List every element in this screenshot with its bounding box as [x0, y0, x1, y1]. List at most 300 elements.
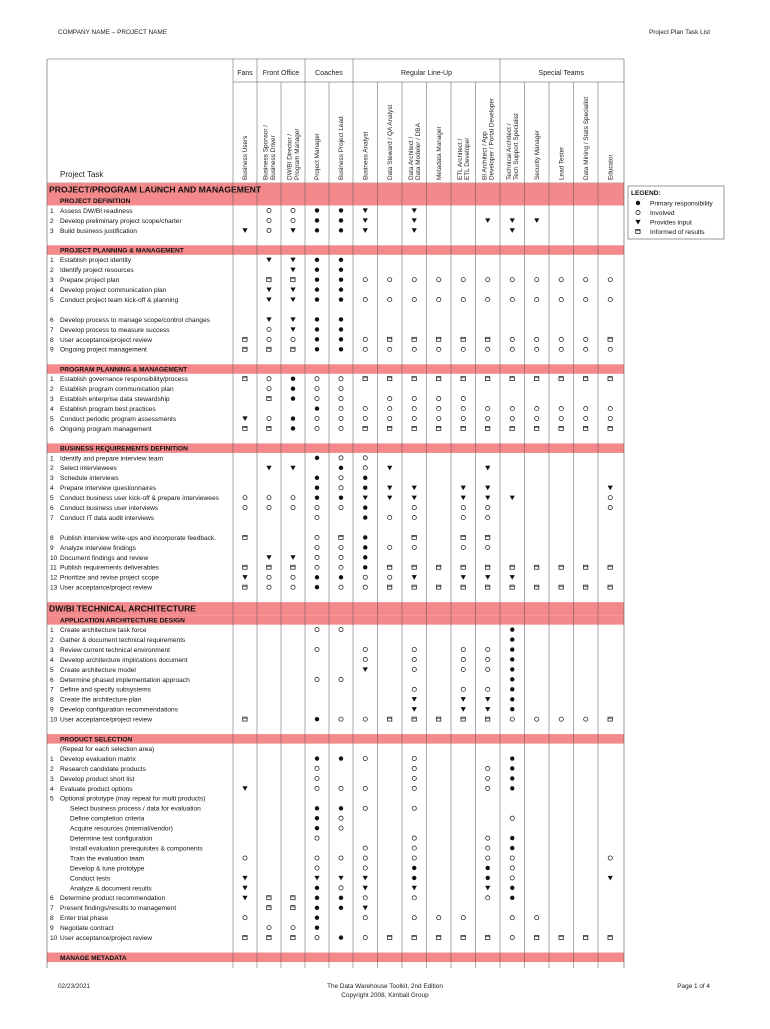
task-number: 3: [50, 646, 54, 654]
involved-mark: [339, 476, 343, 480]
provides-input-mark: [363, 228, 368, 233]
primary-responsibility-mark: [291, 386, 295, 390]
task-number: 1: [50, 257, 54, 265]
involved-mark: [339, 816, 343, 820]
involved-mark: [315, 545, 319, 549]
involved-mark: [535, 416, 539, 420]
informed-mark: [534, 585, 538, 589]
subsection-title: BUSINESS REQUIREMENTS DEFINITION: [60, 445, 188, 453]
involved-mark: [486, 846, 490, 850]
primary-responsibility-mark: [315, 896, 319, 900]
involved-mark: [608, 406, 612, 410]
primary-responsibility-mark: [339, 466, 343, 470]
task-label: Document findings and review: [60, 554, 149, 562]
provides-input-mark: [412, 218, 417, 223]
informed-mark: [291, 278, 295, 282]
role-header-label: Business Sponsor /: [262, 124, 270, 180]
task-number: 7: [50, 326, 54, 334]
involved-mark: [437, 347, 441, 351]
task-label: Conduct IT data audit interviews: [60, 514, 155, 522]
involved-mark: [339, 397, 343, 401]
involved-mark: [339, 426, 343, 430]
involved-mark: [412, 406, 416, 410]
provides-input-mark: [461, 707, 466, 712]
involved-mark: [510, 337, 514, 341]
involved-mark: [267, 926, 271, 930]
provides-input-mark: [363, 218, 368, 223]
involved-mark: [559, 717, 563, 721]
involved-mark: [584, 347, 588, 351]
provides-input-mark: [242, 575, 247, 580]
informed-mark: [412, 565, 416, 569]
primary-responsibility-mark: [510, 707, 514, 711]
involved-mark: [363, 896, 367, 900]
involved-mark: [291, 208, 295, 212]
involved-mark: [267, 337, 271, 341]
task-number: 10: [50, 554, 58, 562]
involved-mark: [412, 506, 416, 510]
informed-mark: [608, 936, 612, 940]
role-header-label: Project Manager: [314, 133, 322, 180]
involved-mark: [363, 806, 367, 810]
involved-mark: [510, 916, 514, 920]
involved-mark: [339, 545, 343, 549]
informed-mark: [608, 717, 612, 721]
provides-input-mark: [363, 667, 368, 672]
involved-mark: [510, 856, 514, 860]
involved-mark: [608, 278, 612, 282]
provides-input-mark: [266, 317, 271, 322]
involved-mark: [486, 297, 490, 301]
task-label: Select business process / data for evaluation: [70, 805, 201, 813]
legend-item-label: Involved: [650, 209, 675, 217]
informed-mark: [412, 426, 416, 430]
task-number: 10: [50, 935, 58, 943]
task-label: Establish enterprise data stewardship: [60, 396, 170, 404]
involved-mark: [363, 406, 367, 410]
involved-mark: [486, 776, 490, 780]
task-label: Schedule interviews: [60, 475, 119, 483]
primary-responsibility-mark: [339, 906, 343, 910]
task-label: Present findings/results to management: [60, 905, 177, 913]
involved-mark: [510, 416, 514, 420]
informed-mark: [559, 936, 563, 940]
informed-mark: [412, 377, 416, 381]
primary-responsibility-mark: [486, 876, 490, 880]
involved-mark: [339, 387, 343, 391]
provides-input-mark: [363, 876, 368, 881]
involved-mark: [363, 575, 367, 579]
informed-mark: [461, 377, 465, 381]
provides-input-mark: [290, 258, 295, 263]
task-label: Establish program best practices: [60, 405, 156, 413]
involved-mark: [363, 647, 367, 651]
involved-mark: [486, 545, 490, 549]
informed-mark: [461, 535, 465, 539]
task-label: Establish project identity: [60, 257, 132, 265]
involved-mark: [291, 506, 295, 510]
involved-mark: [388, 278, 392, 282]
informed-mark: [461, 565, 465, 569]
involved-mark: [339, 555, 343, 559]
involved-mark: [584, 278, 588, 282]
role-header-label: ETL Architect /: [456, 138, 464, 180]
task-number: 9: [50, 925, 54, 933]
primary-responsibility-mark: [315, 327, 319, 331]
involved-mark: [486, 506, 490, 510]
involved-mark: [363, 337, 367, 341]
informed-mark: [267, 906, 271, 910]
task-label: Assess DW/BI readiness: [60, 207, 133, 215]
involved-mark: [412, 297, 416, 301]
involved-mark: [363, 466, 367, 470]
primary-responsibility-mark: [315, 347, 319, 351]
involved-mark: [486, 406, 490, 410]
informed-mark: [267, 397, 271, 401]
provides-input-mark: [363, 496, 368, 501]
involved-mark: [412, 545, 416, 549]
task-number: 2: [50, 217, 54, 225]
informed-mark: [243, 426, 247, 430]
involved-mark: [267, 377, 271, 381]
provides-input-mark: [314, 876, 319, 881]
primary-responsibility-mark: [315, 886, 319, 890]
provides-input-mark: [485, 697, 490, 702]
involved-mark: [608, 506, 612, 510]
header-right: Project Plan Task List: [649, 29, 710, 36]
footer-source: The Data Warehouse Toolkit, 2nd Edition: [327, 983, 443, 990]
involved-mark: [339, 585, 343, 589]
informed-mark: [608, 585, 612, 589]
task-number: 2: [50, 765, 54, 773]
involved-mark: [291, 337, 295, 341]
involved-mark: [339, 377, 343, 381]
task-label: Define completion criteria: [70, 815, 145, 823]
box-icon: [636, 229, 640, 233]
involved-mark: [535, 347, 539, 351]
involved-mark: [535, 717, 539, 721]
provides-input-mark: [290, 288, 295, 293]
informed-mark: [608, 426, 612, 430]
informed-mark: [291, 936, 295, 940]
primary-responsibility-mark: [315, 208, 319, 212]
task-number: 6: [50, 425, 54, 433]
involved-mark: [559, 297, 563, 301]
legend: [628, 186, 724, 239]
involved-mark: [291, 585, 295, 589]
involved-mark: [461, 297, 465, 301]
task-label: Establish program communication plan: [60, 386, 174, 394]
task-label: User acceptance/project review: [60, 336, 152, 344]
informed-mark: [291, 347, 295, 351]
involved-mark: [486, 836, 490, 840]
task-number: 3: [50, 227, 54, 235]
involved-mark: [315, 766, 319, 770]
involved-mark: [486, 278, 490, 282]
informed-mark: [291, 896, 295, 900]
involved-mark: [510, 347, 514, 351]
involved-mark: [363, 756, 367, 760]
primary-responsibility-mark: [315, 816, 319, 820]
involved-mark: [339, 717, 343, 721]
informed-mark: [485, 565, 489, 569]
informed-mark: [243, 717, 247, 721]
primary-responsibility-mark: [510, 836, 514, 840]
primary-responsibility-mark: [315, 228, 319, 232]
informed-mark: [583, 377, 587, 381]
informed-mark: [559, 585, 563, 589]
task-label: Prepare interview questionnaires: [60, 485, 157, 493]
provides-input-mark: [266, 258, 271, 263]
informed-mark: [534, 377, 538, 381]
task-label: Develop process to manage scope/control changes: [60, 316, 210, 324]
informed-mark: [387, 337, 391, 341]
involved-mark: [315, 426, 319, 430]
provides-input-mark: [412, 496, 417, 501]
involved-mark: [510, 936, 514, 940]
provides-input-mark: [510, 228, 515, 233]
informed-mark: [559, 377, 563, 381]
involved-mark: [267, 387, 271, 391]
task-number: 13: [50, 584, 58, 592]
task-number: 8: [50, 336, 54, 344]
involved-mark: [243, 506, 247, 510]
primary-responsibility-mark: [339, 337, 343, 341]
footer-page: Page 1 of 4: [677, 983, 710, 990]
primary-responsibility-mark: [315, 756, 319, 760]
provides-input-mark: [510, 575, 515, 580]
informed-mark: [387, 426, 391, 430]
involved-mark: [363, 717, 367, 721]
provides-input-mark: [266, 466, 271, 471]
involved-mark: [608, 416, 612, 420]
task-number: 3: [50, 775, 54, 783]
primary-responsibility-mark: [363, 565, 367, 569]
subsection-title: PRODUCT SELECTION: [60, 736, 133, 744]
involved-mark: [291, 575, 295, 579]
role-header-label: Business Driver: [269, 135, 277, 180]
role-header-label: Data Modeler / DBA: [415, 123, 423, 180]
task-label: Define and specify subsystems: [60, 686, 151, 694]
provides-input-mark: [510, 496, 515, 501]
column-group-label: Coaches: [315, 70, 343, 77]
involved-mark: [535, 297, 539, 301]
involved-mark: [291, 218, 295, 222]
involved-mark: [461, 406, 465, 410]
primary-responsibility-mark: [339, 756, 343, 760]
provides-input-mark: [290, 555, 295, 560]
involved-mark: [486, 657, 490, 661]
task-label: Create the architecture plan: [60, 696, 142, 704]
task-label: Identify project resources: [60, 267, 134, 275]
provides-input-mark: [485, 707, 490, 712]
task-label: Conduct tests: [70, 875, 111, 883]
provides-input-mark: [608, 486, 613, 491]
involved-mark: [315, 856, 319, 860]
informed-mark: [534, 565, 538, 569]
involved-mark: [486, 347, 490, 351]
informed-mark: [243, 565, 247, 569]
involved-mark: [559, 406, 563, 410]
involved-mark: [461, 647, 465, 651]
informed-mark: [608, 377, 612, 381]
involved-mark: [267, 416, 271, 420]
task-label: Prepare project plan: [60, 277, 120, 285]
involved-mark: [461, 545, 465, 549]
task-label: User acceptance/project review: [60, 935, 152, 943]
informed-mark: [608, 565, 612, 569]
task-number: 9: [50, 346, 54, 354]
involved-mark: [339, 416, 343, 420]
primary-responsibility-mark: [510, 667, 514, 671]
task-number: 5: [50, 666, 54, 674]
involved-mark: [363, 297, 367, 301]
involved-mark: [363, 278, 367, 282]
primary-responsibility-mark: [510, 776, 514, 780]
informed-mark: [583, 565, 587, 569]
involved-mark: [461, 416, 465, 420]
provides-input-mark: [338, 876, 343, 881]
role-header-label: Data Architect /: [407, 136, 415, 180]
informed-mark: [387, 377, 391, 381]
primary-responsibility-mark: [315, 268, 319, 272]
task-label: Build business justification: [60, 227, 137, 235]
involved-mark: [535, 406, 539, 410]
provides-input-mark: [387, 486, 392, 491]
primary-responsibility-mark: [339, 218, 343, 222]
header-left: COMPANY NAME – PROJECT NAME: [58, 29, 168, 36]
task-label: Conduct project team kick-off & planning: [60, 296, 179, 304]
involved-mark: [461, 515, 465, 519]
involved-mark: [412, 806, 416, 810]
involved-mark: [339, 786, 343, 790]
informed-mark: [485, 377, 489, 381]
role-header-label: ETL Developer: [464, 137, 472, 180]
provides-input-mark: [242, 876, 247, 881]
informed-mark: [339, 535, 343, 539]
informed-mark: [291, 906, 295, 910]
task-label: Create architecture model: [60, 666, 136, 674]
primary-responsibility-mark: [510, 637, 514, 641]
provides-input-mark: [485, 218, 490, 223]
informed-mark: [436, 717, 440, 721]
informed-mark: [485, 535, 489, 539]
involved-mark: [315, 628, 319, 632]
involved-mark: [412, 278, 416, 282]
primary-responsibility-mark: [315, 826, 319, 830]
involved-mark: [363, 585, 367, 589]
primary-responsibility-mark: [339, 228, 343, 232]
involved-mark: [486, 856, 490, 860]
involved-mark: [437, 416, 441, 420]
role-header-label: Program Manager: [293, 128, 301, 180]
task-number: 8: [50, 696, 54, 704]
involved-mark: [559, 337, 563, 341]
informed-mark: [243, 377, 247, 381]
primary-responsibility-mark: [315, 906, 319, 910]
task-number: 3: [50, 475, 54, 483]
involved-mark: [559, 347, 563, 351]
task-number: 9: [50, 706, 54, 714]
provides-input-mark: [461, 575, 466, 580]
provides-input-mark: [363, 208, 368, 213]
provides-input-mark: [412, 228, 417, 233]
task-label: Establish governance responsibility/process: [60, 376, 188, 384]
provides-input-mark: [290, 268, 295, 273]
legend-item-label: Provides input: [650, 219, 692, 227]
task-label: Research candidate products: [60, 765, 146, 773]
task-number: 6: [50, 316, 54, 324]
task-number: 2: [50, 386, 54, 394]
primary-responsibility-mark: [339, 896, 343, 900]
involved-mark: [339, 886, 343, 890]
primary-responsibility-mark: [510, 677, 514, 681]
involved-mark: [584, 297, 588, 301]
role-header-label: Data Steward / QA Analyst: [386, 104, 394, 180]
involved-mark: [559, 278, 563, 282]
task-label: Develop architecture implications document: [60, 656, 188, 664]
informed-mark: [363, 426, 367, 430]
involved-mark: [388, 515, 392, 519]
involved-mark: [486, 667, 490, 671]
task-number: 12: [50, 574, 58, 582]
informed-mark: [534, 426, 538, 430]
involved-mark: [291, 496, 295, 500]
task-label: Develop evaluation matrix: [60, 755, 136, 763]
involved-mark: [388, 297, 392, 301]
involved-mark: [412, 647, 416, 651]
involved-mark: [243, 496, 247, 500]
task-label: Acquire resources (internal/vendor): [70, 825, 173, 833]
informed-mark: [243, 337, 247, 341]
provides-input-mark: [485, 886, 490, 891]
role-header-label: Lead Tester: [558, 146, 566, 180]
provides-input-mark: [412, 697, 417, 702]
task-number: 8: [50, 534, 54, 542]
informed-mark: [387, 936, 391, 940]
informed-mark: [363, 377, 367, 381]
involved-mark: [437, 278, 441, 282]
involved-mark: [315, 506, 319, 510]
task-label: Review current technical environment: [60, 646, 170, 654]
task-label: Analyze interview findings: [60, 544, 136, 552]
involved-mark: [412, 896, 416, 900]
subsection-band: [47, 953, 624, 963]
informed-mark: [267, 278, 271, 282]
task-number: 1: [50, 376, 54, 384]
task-label: Prioritize and revise project scope: [60, 574, 159, 582]
task-label: Publish requirements deliverables: [60, 564, 159, 572]
involved-mark: [486, 786, 490, 790]
involved-mark: [510, 297, 514, 301]
provides-input-mark: [485, 466, 490, 471]
primary-responsibility-mark: [315, 297, 319, 301]
involved-mark: [363, 916, 367, 920]
informed-mark: [387, 717, 391, 721]
primary-responsibility-mark: [363, 545, 367, 549]
involved-mark: [315, 535, 319, 539]
role-header-label: Business Analyst: [362, 131, 370, 180]
primary-responsibility-mark: [315, 575, 319, 579]
involved-mark: [339, 486, 343, 490]
provides-input-mark: [461, 496, 466, 501]
task-number: 4: [50, 287, 54, 295]
primary-responsibility-mark: [412, 876, 416, 880]
provides-input-mark: [242, 896, 247, 901]
task-label: Evaluate product options: [60, 785, 133, 793]
section-title: DW/BI TECHNICAL ARCHITECTURE: [49, 603, 197, 614]
informed-mark: [243, 535, 247, 539]
